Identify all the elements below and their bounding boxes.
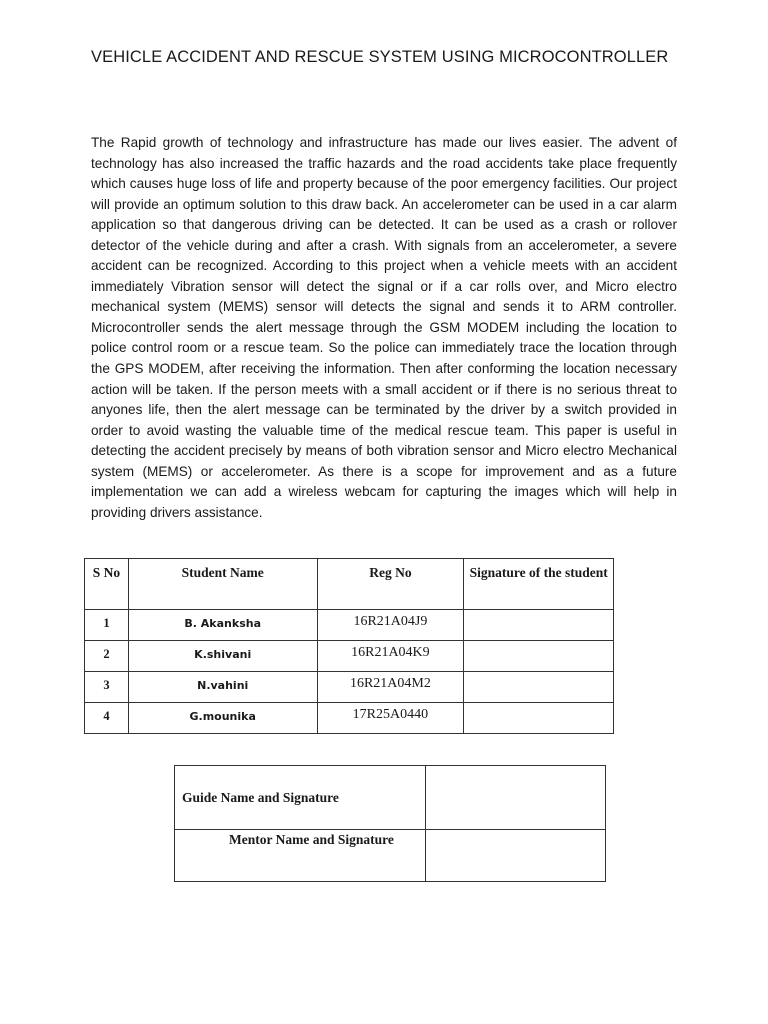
cell-student-name: K.shivani	[128, 641, 317, 672]
header-student-name: Student Name	[128, 559, 317, 610]
guide-signature-cell	[426, 766, 606, 830]
header-sno: S No	[85, 559, 129, 610]
signoff-table	[174, 765, 606, 882]
guide-row	[175, 766, 606, 830]
cell-signature	[464, 703, 614, 734]
cell-student-name: B. Akanksha	[128, 610, 317, 641]
students-table	[84, 558, 614, 734]
cell-signature	[464, 641, 614, 672]
table-row	[85, 641, 614, 672]
cell-sno: 2	[85, 641, 129, 672]
abstract-paragraph: The Rapid growth of technology and infrastructure has made our lives easier. The advent of technology has also increased the traffic hazards and the road accidents take place frequently which causes huge loss of life and property because of the poor emergency facilities. Our project will provide an optimum solution to this draw back. An accelerometer can be used in a car alarm application so that dangerous driving can be detected. It can be used as a crash or rollover detector of the vehicle during and after a crash. With signals from an accelerometer, a severe accident can be recognized. According to this project when a vehicle meets with an accident immediately Vibration sensor will detect the signal or if a car rolls over, and Micro electro mechanical system (MEMS) sensor will detects the signal and sends it to ARM controller. Microcontroller sends the alert message through the GSM MODEM including the location to police control room or a rescue team. So the police can immediately trace the location through the GPS MODEM, after receiving the information. Then after conforming the location necessary action will be taken. If the person meets with a small accident or if there is no serious threat to anyones life, then the alert message can be terminated by the driver by a switch provided in order to avoid wasting the valuable time of the medical rescue team. This paper is useful in detecting the accident precisely by means of both vibration sensor and Micro electro Mechanical system (MEMS) or accelerometer. As there is a scope for improvement and as a future implementation we can add a wireless webcam for capturing the images which will help in providing drivers assistance.	[91, 135, 677, 520]
table-row	[85, 703, 614, 734]
cell-signature	[464, 672, 614, 703]
table-row	[85, 672, 614, 703]
document-title: VEHICLE ACCIDENT AND RESCUE SYSTEM USING MICROCONTROLLER	[91, 48, 669, 66]
cell-sno: 4	[85, 703, 129, 734]
mentor-label: Mentor Name and Signature	[175, 830, 426, 882]
table-header-row	[85, 559, 614, 610]
mentor-row	[175, 830, 606, 882]
cell-signature	[464, 610, 614, 641]
cell-reg-no: 16R21A04M2	[317, 672, 464, 703]
cell-reg-no: 16R21A04J9	[317, 610, 464, 641]
cell-sno: 1	[85, 610, 129, 641]
cell-sno: 3	[85, 672, 129, 703]
cell-student-name: N.vahini	[128, 672, 317, 703]
header-reg-no: Reg No	[317, 559, 464, 610]
mentor-signature-cell	[426, 830, 606, 882]
table-row	[85, 610, 614, 641]
cell-student-name: G.mounika	[128, 703, 317, 734]
guide-label: Guide Name and Signature	[175, 766, 426, 830]
header-signature: Signature of the student	[464, 559, 614, 610]
cell-reg-no: 16R21A04K9	[317, 641, 464, 672]
cell-reg-no: 17R25A0440	[317, 703, 464, 734]
